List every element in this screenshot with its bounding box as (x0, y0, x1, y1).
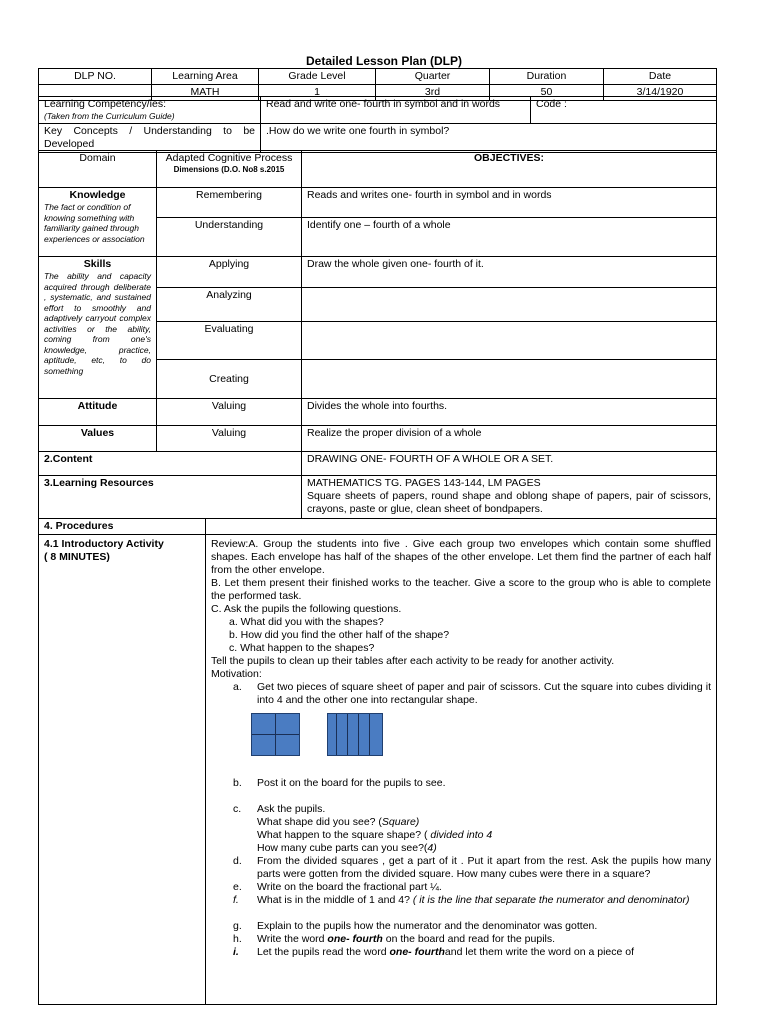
item-i-emphasis: one- fourth (389, 946, 445, 958)
objectives-header: OBJECTIVES: (302, 151, 717, 188)
motivation-item-e (211, 881, 711, 894)
content-label: 2.Content (39, 452, 302, 476)
motivation-item-a (211, 681, 711, 707)
process-remembering: Remembering (157, 188, 302, 218)
answer-text: Square) (381, 816, 420, 828)
motivation-item-c (211, 803, 711, 816)
competency-note: (Taken from the Curriculum Guide) (44, 111, 175, 121)
tell-text: Tell the pupils to clean up their tables after each activity to be ready for another activity. (211, 655, 615, 667)
skills-cell (39, 257, 157, 399)
item-marker: d. (233, 855, 242, 867)
process-applying: Applying (157, 257, 302, 288)
code-label: Code : (531, 97, 717, 124)
motivation-label: Motivation: (211, 668, 262, 680)
question-c: c. What happen to the shapes? (229, 642, 375, 654)
item-marker: e. (233, 881, 242, 893)
adapted-header (157, 151, 302, 188)
item-f-text: What is in the middle of 1 and 4? (257, 894, 413, 906)
objective-evaluating (302, 322, 717, 360)
item-h-emphasis: one- fourth (327, 933, 383, 945)
question-text: What shape did you see? ( (257, 816, 382, 828)
rectangle-strips-shape (327, 713, 383, 756)
header-value: 1 (259, 85, 376, 101)
item-i-text: Let the pupils read the word (257, 946, 390, 958)
content-value: DRAWING ONE- FOURTH OF A WHOLE OR A SET. (302, 452, 717, 476)
item-h-text: Write the word (257, 933, 328, 945)
question-a: a. What did you with the shapes? (229, 616, 384, 628)
domain-header: Domain (39, 151, 157, 188)
objective-remembering: Reads and writes one- fourth in symbol and in words (302, 188, 717, 218)
objectives-table (38, 150, 717, 519)
question-text: What happen to the square shape? ( (257, 829, 431, 841)
header-value: 3/14/1920 (604, 85, 717, 101)
shapes-figure (251, 713, 711, 763)
objective-applying: Draw the whole given one- fourth of it. (302, 257, 717, 288)
header-labels-row (39, 69, 717, 85)
item-c-text: Ask the pupils. (257, 803, 326, 815)
motivation-item-h (211, 933, 711, 946)
item-e-text: Write on the board the fractional part ¼. (257, 881, 442, 893)
process-evaluating: Evaluating (157, 322, 302, 360)
header-label: Grade Level (259, 69, 376, 85)
item-d-text: From the divided squares , get a part of it . Put it apart from the rest. Ask the pupils how many parts were gotten from the divided square. How many cubes were there in a square? (257, 855, 711, 880)
item-c-question-2 (211, 829, 711, 842)
knowledge-cell (39, 188, 157, 257)
motivation-item-g (211, 920, 711, 933)
header-value: MATH (152, 85, 259, 101)
question-text: How many cube parts can you see?( (257, 842, 428, 854)
item-h-text-end: on the board and read for the pupils. (382, 933, 556, 945)
item-i-text-end: and let them write the word on a piece of (444, 946, 635, 958)
dimensions-label: Dimensions (D.O. No8 s.2015 (173, 165, 285, 174)
objective-understanding: Identify one – fourth of a whole (302, 218, 717, 257)
question-b: b. How did you find the other half of the shape? (229, 629, 450, 641)
process-creating: Creating (157, 360, 302, 399)
item-marker: f. (233, 894, 239, 906)
header-label: DLP NO. (39, 69, 152, 85)
key-concepts-value: .How do we write one fourth in symbol? (261, 124, 717, 153)
procedures-blank (206, 519, 717, 535)
header-label: Quarter (376, 69, 490, 85)
answer-text: divided into 4 (430, 829, 493, 841)
attitude-objective: Divides the whole into fourths. (302, 399, 717, 426)
motivation-item-d (211, 855, 711, 881)
intro-cell (39, 535, 206, 1005)
adapted-label: Adapted Cognitive Process (165, 152, 293, 164)
resources-line1: MATHEMATICS TG. PAGES 143-144, LM PAGES (307, 477, 541, 489)
item-marker: a. (233, 681, 242, 693)
header-value: 50 (490, 85, 604, 101)
item-marker: b. (233, 777, 242, 789)
competency-table (38, 96, 717, 153)
item-marker: c. (233, 803, 242, 815)
resources-line2: Square sheets of papers, round shape and oblong shape of papers, pair of scissors, crayons, paste or glue, clean sheet of bondpapers. (307, 490, 711, 515)
skills-desc: The ability and capacity acquired through deliberate , systematic, and sustained effort to smoothly and adaptively carryout complex activities or the ability, coming from one's knowledge, practice, aptitude, etc, to do something (44, 271, 151, 376)
objective-analyzing (302, 288, 717, 322)
procedures-label: 4. Procedures (39, 519, 206, 535)
motivation-item-f (211, 894, 711, 907)
header-value: 3rd (376, 85, 490, 101)
square-quartered-shape (251, 713, 300, 756)
step-b: B. Let them present their finished works to the teacher. Give a score to the group who is able to complete the performed task. (211, 577, 711, 602)
item-a-text: Get two pieces of square sheet of paper and pair of scissors. Cut the square into cubes dividing it into 4 and the other one into rectangular shape. (257, 681, 711, 706)
motivation-item-i (211, 946, 711, 959)
process-analyzing: Analyzing (157, 288, 302, 322)
process-understanding: Understanding (157, 218, 302, 257)
header-label: Learning Area (152, 69, 259, 85)
item-marker: g. (233, 920, 242, 932)
knowledge-label: Knowledge (69, 189, 126, 201)
values-objective: Realize the proper division of a whole (302, 426, 717, 452)
objective-creating (302, 360, 717, 399)
competency-cell (39, 97, 261, 124)
step-c: C. Ask the pupils the following questions. (211, 603, 402, 615)
header-label: Date (604, 69, 717, 85)
item-f-answer: ( it is the line that separate the numerator and denominator) (412, 894, 690, 906)
values-process: Valuing (157, 426, 302, 452)
intro-content (206, 535, 717, 1005)
header-label: Duration (490, 69, 604, 85)
item-c-question-3 (211, 842, 711, 855)
competency-value: Read and write one- fourth in symbol and in words (261, 97, 531, 124)
knowledge-desc: The fact or condition of knowing something with familiarity gained through experiences or association (44, 202, 145, 244)
skills-label: Skills (83, 258, 112, 270)
attitude-label: Attitude (39, 399, 157, 426)
intro-label: 4.1 Introductory Activity (44, 538, 164, 550)
item-marker: i. (233, 946, 239, 958)
item-g-text: Explain to the pupils how the numerator and the denominator was gotten. (257, 920, 598, 932)
key-concepts-label: Key Concepts / Understanding to be Developed (39, 124, 261, 153)
resources-cell (302, 476, 717, 519)
values-label: Values (39, 426, 157, 452)
item-marker: h. (233, 933, 242, 945)
competency-label: Learning Competency/ies: (44, 98, 166, 110)
page-title: Detailed Lesson Plan (DLP) (305, 54, 463, 68)
attitude-process: Valuing (157, 399, 302, 426)
intro-time: ( 8 MINUTES) (44, 551, 110, 563)
item-b-text: Post it on the board for the pupils to see. (257, 777, 446, 789)
motivation-item-b (211, 777, 711, 790)
procedures-table (38, 518, 717, 1005)
resources-label: 3.Learning Resources (39, 476, 302, 519)
answer-text: 4) (427, 842, 437, 854)
review-text: Review:A. Group the students into five . Give each group two envelopes which contain some shuffled shapes. Each envelope has half of the shapes of the other envelope. Let them find the partner of each half from the other envelope. (211, 538, 711, 576)
item-c-question-1 (211, 816, 711, 829)
